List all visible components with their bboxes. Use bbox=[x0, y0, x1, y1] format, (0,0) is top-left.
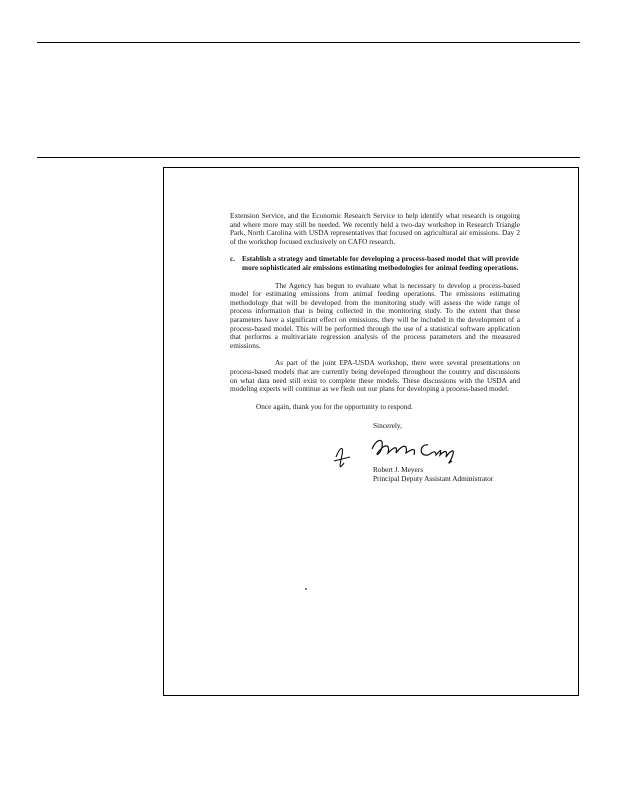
letter-paragraph-2: The Agency has begun to evaluate what is necessary to develop a process-based model for estimating emissions from animal feeding operations. The emissions estimating methodology that will be developed from the monitoring study will assess the wide range of process information that is being collected in the monitoring study. To the extent that these parameters have a significant effect on emissions, they will be included in the development of a process-based model. This will be performed through the use of a statistical software application that performs a multivariate regression analysis of the process parameters and the measured emissions. bbox=[230, 280, 520, 350]
numbered-item-c bbox=[230, 255, 520, 272]
letter-paragraph-3: As part of the joint EPA-USDA workshop, there were several presentations on process-based models that are currently being developed throughout the country and discussions on what data need still exist to complete these models. These discussions with the USDA and modeling experts will continue as we flesh out our plans for developing a process-based model. bbox=[230, 358, 520, 394]
letter-frame bbox=[163, 167, 579, 696]
closing-line: Once again, thank you for the opportunity to respond. bbox=[256, 401, 413, 411]
letter-paragraph-1: Extension Service, and the Economic Research Service to help identify what research is ongoing and where more may still be needed. We recently held a two-day workshop in Research Triangle Park, North Carolina with USDA representatives that focused on agricultural air emissions. Day 2 of the workshop focused exclusively on CAFO research. bbox=[230, 211, 520, 246]
letter-body bbox=[230, 212, 520, 420]
header-rule-top bbox=[37, 42, 580, 43]
signer-name: Robert J. Meyers bbox=[373, 465, 424, 474]
header-rule-bottom bbox=[37, 157, 580, 158]
item-number: c. bbox=[230, 254, 236, 264]
item-text: Establish a strategy and timetable for developing a process-based model that will provide more sophisticated air emissions estimating methodologies for animal feeding operations. bbox=[242, 254, 519, 272]
sincerely-text: Sincerely, bbox=[373, 421, 402, 430]
signature-block bbox=[324, 421, 494, 491]
signer-title: Principal Deputy Assistant Administrator bbox=[373, 474, 494, 483]
stray-mark bbox=[305, 588, 307, 590]
